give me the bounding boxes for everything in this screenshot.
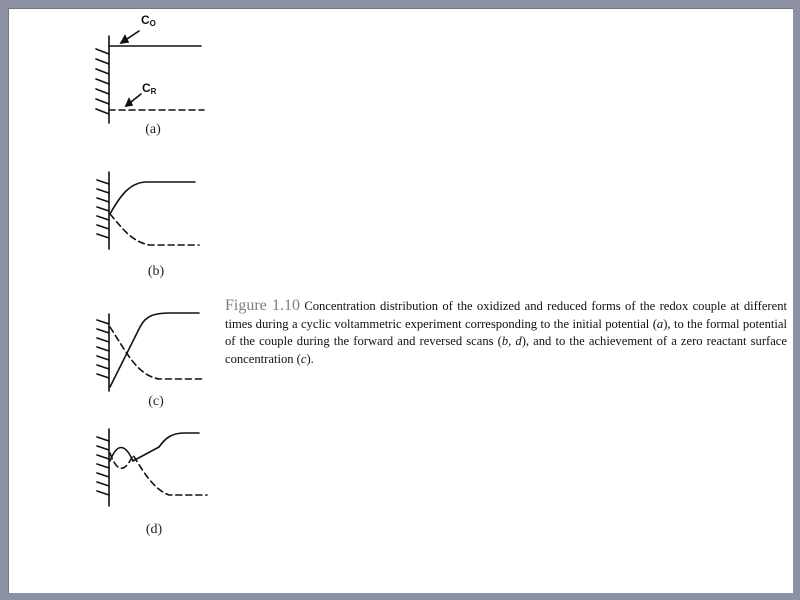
panel-d-diagram (97, 429, 207, 506)
reduced-concentration-curve (110, 214, 199, 245)
caption-text: Concentration distribution of the oxidized and reduced forms of the redox couple at different times during a cyclic voltammetric experiment corresponding to the initial potential (a), to the formal potential of the couple during the forward and reversed scans (b, d), and to the achievement of a zero reactant surface concentration (c). (225, 299, 788, 366)
co-arrow-head (121, 36, 128, 43)
cr-arrow-head (126, 99, 132, 106)
panel-label-a: (a) (145, 122, 161, 137)
oxidized-concentration-curve (110, 433, 199, 461)
panel-c-diagram (97, 313, 204, 391)
document-page (8, 8, 793, 593)
reduced-concentration-curve (110, 327, 204, 379)
oxidized-concentration-curve (110, 313, 199, 387)
electrode-hatching (97, 320, 109, 378)
panel-label-c: (c) (148, 394, 164, 409)
panel-a-diagram (96, 31, 204, 123)
electrode-hatching (97, 180, 109, 238)
oxidized-concentration-curve (110, 182, 195, 214)
co-label: $C_O$ (141, 13, 156, 28)
electrode-hatching (97, 437, 109, 495)
cr-label: $C_R$ (142, 81, 157, 96)
panel-b-diagram (97, 172, 199, 249)
figure-caption (225, 297, 787, 368)
electrode-hatching (96, 49, 109, 114)
panel-label-b: (b) (147, 264, 165, 279)
figure-label: Figure 1.10 (225, 297, 300, 314)
reduced-concentration-curve (110, 453, 207, 495)
panel-label-d: (d) (145, 522, 163, 537)
